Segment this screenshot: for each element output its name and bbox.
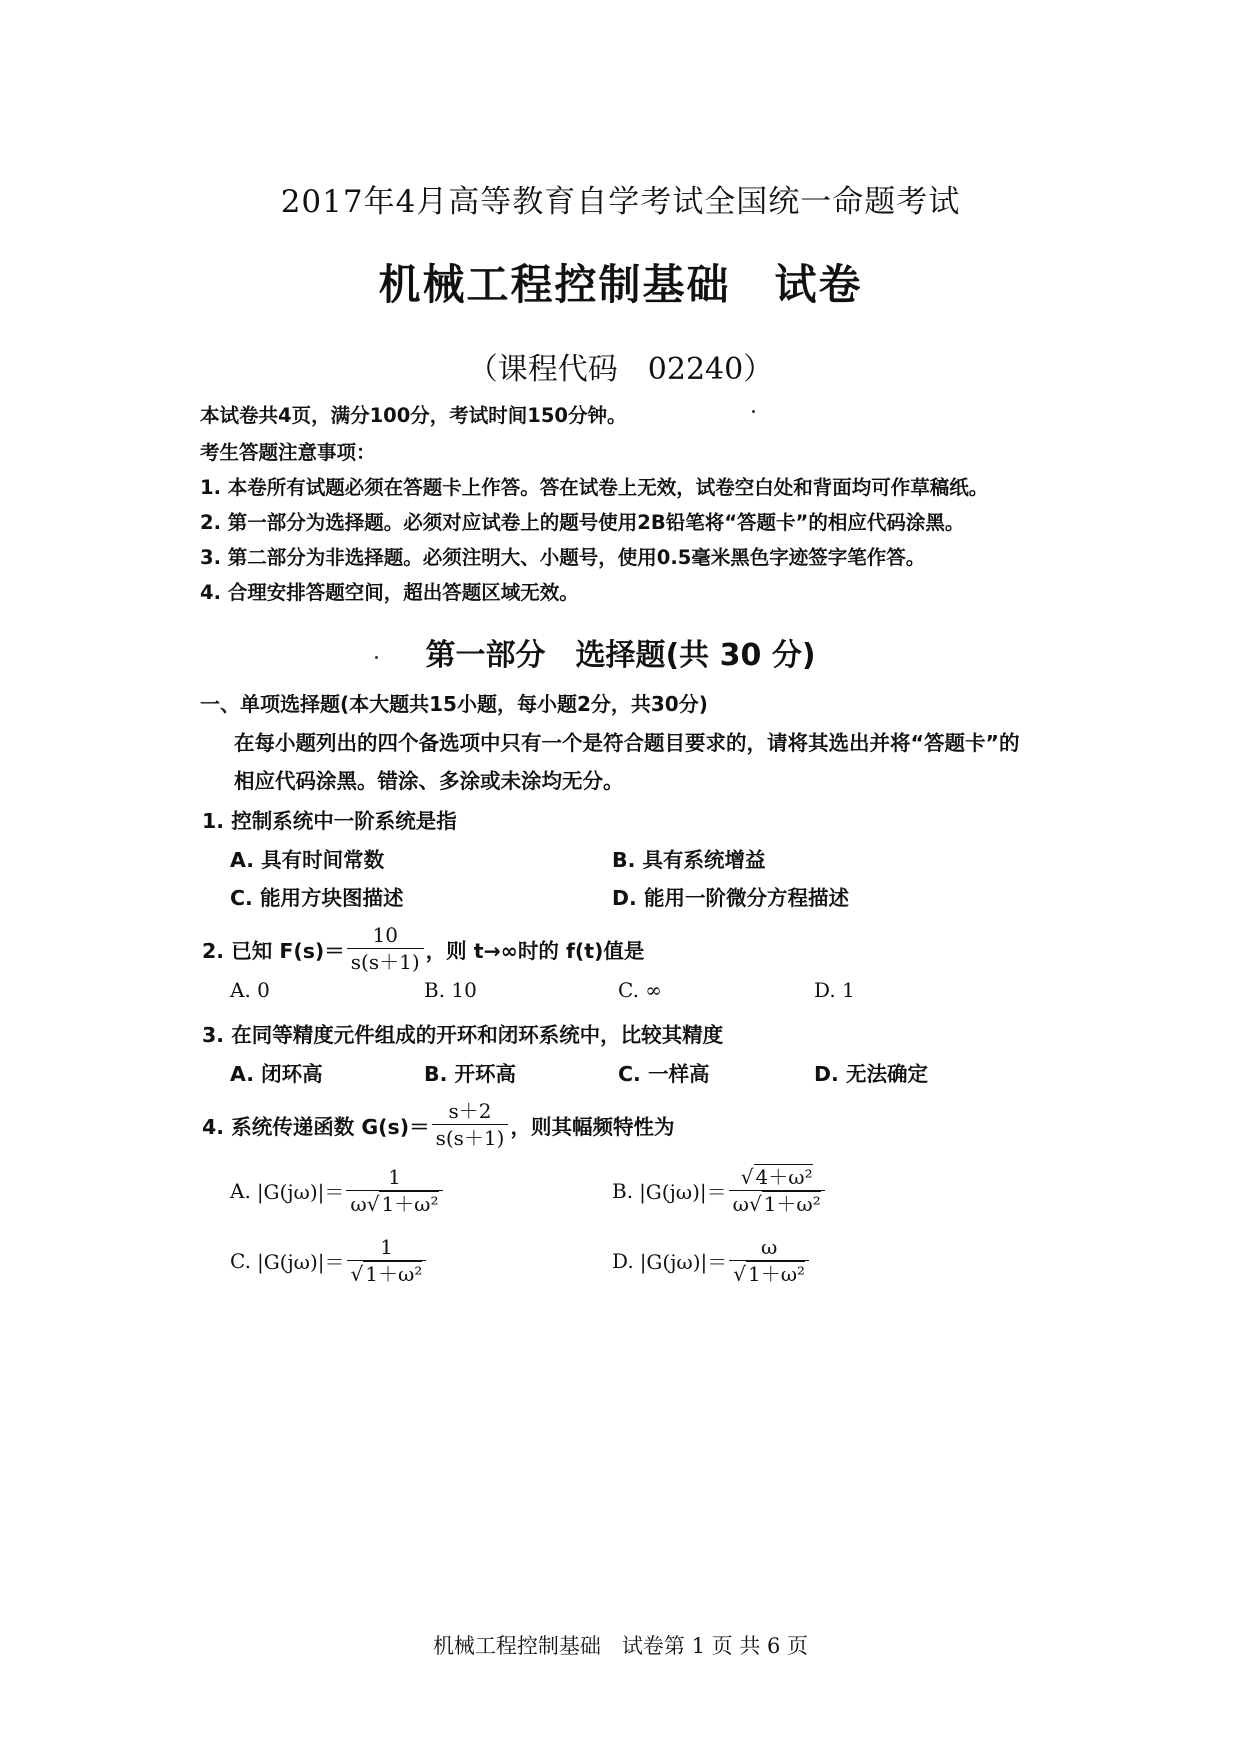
sqrt-sign: √ bbox=[350, 1262, 364, 1286]
option-c-fraction bbox=[347, 1236, 427, 1285]
option-b-numerator bbox=[737, 1166, 817, 1190]
option-d-numerator: ω bbox=[761, 1235, 778, 1259]
question-3-option-b: B. 开环高 bbox=[424, 1062, 517, 1086]
sqrt-sign: √ bbox=[740, 1165, 754, 1189]
option-b-fraction bbox=[729, 1166, 825, 1215]
question-2-option-a: A. 0 bbox=[230, 978, 270, 1002]
magnitude-lhs: |G(jω)|＝ bbox=[256, 1180, 345, 1204]
question-3-option-c: C. 一样高 bbox=[618, 1062, 710, 1086]
option-c-numerator: 1 bbox=[380, 1235, 393, 1259]
question-4-fraction-denominator: s(s＋1) bbox=[432, 1124, 509, 1149]
magnitude-lhs: |G(jω)|＝ bbox=[639, 1250, 728, 1274]
magnitude-lhs: |G(jω)|＝ bbox=[256, 1250, 345, 1274]
question-3-stem: 3. 在同等精度元件组成的开环和闭环系统中，比较其精度 bbox=[202, 1023, 724, 1047]
option-d-denominator bbox=[729, 1260, 809, 1285]
question-2-stem bbox=[202, 924, 644, 973]
sqrt-sign: √ bbox=[366, 1192, 380, 1216]
exam-title: 2017年4月高等教育自学考试全国统一命题考试 bbox=[280, 184, 961, 220]
radicand: 1＋ω² bbox=[763, 1192, 821, 1216]
question-2-fraction bbox=[347, 924, 424, 973]
radicand: 4＋ω² bbox=[755, 1165, 813, 1189]
section-instructions-line2: 相应代码涂黑。错涂、多涂或未涂均无分。 bbox=[234, 769, 624, 793]
question-4-stem-suffix: ，则其幅频特性为 bbox=[510, 1114, 675, 1139]
question-2-fraction-numerator: 10 bbox=[372, 923, 398, 947]
page-footer: 机械工程控制基础 试卷第 1 页 共 6 页 bbox=[432, 1634, 809, 1658]
question-2-fraction-denominator: s(s＋1) bbox=[347, 948, 424, 973]
option-a-fraction bbox=[346, 1166, 442, 1215]
part-one-heading: 第一部分 选择题(共 30 分) bbox=[425, 638, 816, 673]
option-a-numerator: 1 bbox=[388, 1165, 401, 1189]
sqrt-sign: √ bbox=[733, 1262, 747, 1286]
notice-item-1: 1. 本卷所有试题必须在答题卡上作答。答在试卷上无效，试卷空白处和背面均可作草稿纸。 bbox=[200, 476, 989, 499]
question-4-option-a bbox=[230, 1166, 445, 1215]
question-4-option-d bbox=[612, 1236, 811, 1285]
question-1-stem: 1. 控制系统中一阶系统是指 bbox=[202, 809, 457, 833]
magnitude-lhs: |G(jω)|＝ bbox=[639, 1180, 727, 1204]
paper-summary: 本试卷共4页，满分100分，考试时间150分钟。 bbox=[200, 404, 627, 427]
notice-item-2: 2. 第一部分为选择题。必须对应试卷上的题号使用2B铅笔将“答题卡”的相应代码涂黑。 bbox=[200, 511, 965, 534]
sqrt-sign: √ bbox=[748, 1192, 762, 1216]
radicand: 1＋ω² bbox=[381, 1192, 439, 1216]
question-3-option-a: A. 闭环高 bbox=[230, 1062, 323, 1086]
question-2-option-c: C. ∞ bbox=[618, 978, 662, 1002]
option-c-denominator bbox=[347, 1260, 427, 1285]
question-1-option-c: C. 能用方块图描述 bbox=[230, 886, 404, 910]
course-code: （课程代码 02240） bbox=[467, 352, 774, 387]
option-label: A. bbox=[230, 1178, 251, 1203]
option-d-fraction bbox=[729, 1236, 809, 1285]
option-b-denominator bbox=[729, 1190, 825, 1215]
question-2-option-b: B. 10 bbox=[424, 978, 477, 1002]
question-4-stem bbox=[202, 1100, 674, 1149]
notice-item-3: 3. 第二部分为非选择题。必须注明大、小题号，使用0.5毫米黑色字迹签字笔作答。 bbox=[200, 546, 926, 569]
omega-factor: ω bbox=[350, 1192, 367, 1216]
radicand: 1＋ω² bbox=[365, 1262, 423, 1286]
question-4-option-c bbox=[230, 1236, 428, 1285]
question-2-stem-prefix: 2. 已知 F(s)＝ bbox=[202, 938, 345, 963]
notice-item-4: 4. 合理安排答题空间，超出答题区域无效。 bbox=[200, 581, 579, 604]
option-a-denominator bbox=[346, 1190, 442, 1215]
paper-title: 机械工程控制基础 试卷 bbox=[378, 260, 863, 309]
question-1-option-d: D. 能用一阶微分方程描述 bbox=[612, 886, 849, 910]
section-title: 一、单项选择题(本大题共15小题，每小题2分，共30分) bbox=[200, 692, 708, 716]
question-4-fraction bbox=[432, 1100, 509, 1149]
option-label: C. bbox=[230, 1248, 251, 1273]
question-1-option-a: A. 具有时间常数 bbox=[230, 848, 385, 872]
question-4-fraction-numerator: s＋2 bbox=[448, 1099, 492, 1123]
radicand: 1＋ω² bbox=[748, 1262, 806, 1286]
question-3-option-d: D. 无法确定 bbox=[814, 1062, 928, 1086]
notice-heading: 考生答题注意事项： bbox=[200, 441, 376, 464]
omega-factor: ω bbox=[732, 1192, 749, 1216]
option-label: B. bbox=[612, 1178, 634, 1203]
question-4-stem-prefix: 4. 系统传递函数 G(s)＝ bbox=[202, 1114, 430, 1139]
question-4-option-b bbox=[612, 1166, 827, 1215]
question-2-stem-suffix: ，则 t→∞时的 f(t)值是 bbox=[425, 938, 645, 963]
section-instructions-line1: 在每小题列出的四个备选项中只有一个是符合题目要求的，请将其选出并将“答题卡”的 bbox=[234, 731, 1020, 755]
question-2-option-d: D. 1 bbox=[814, 978, 855, 1002]
scan-speck bbox=[752, 410, 755, 413]
option-label: D. bbox=[612, 1248, 634, 1273]
question-1-option-b: B. 具有系统增益 bbox=[612, 848, 766, 872]
